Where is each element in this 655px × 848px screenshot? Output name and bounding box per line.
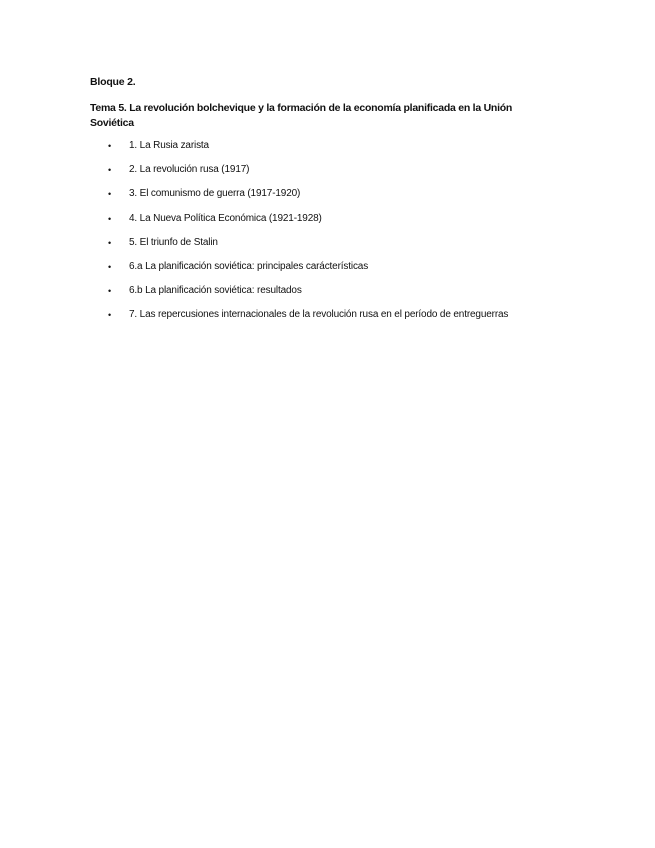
bullet-icon: • (108, 261, 112, 272)
list-item-text: 4. La Nueva Política Económica (1921-1928) (129, 212, 322, 224)
bullet-icon: • (108, 213, 112, 224)
bullet-icon: • (108, 310, 112, 321)
bullet-icon: • (108, 286, 112, 297)
bullet-icon: • (108, 141, 112, 151)
bullet-icon: • (108, 189, 112, 200)
list-item-text: 6.b La planificación soviética: resultados (129, 285, 302, 297)
list-item-text: 2. La revolución rusa (1917) (129, 164, 250, 176)
list-item-text: 1. La Rusia zarista (129, 140, 209, 151)
topic-title: Tema 5. La revolución bolchevique y la formación de la economía planificada en la Unión Soviética (90, 102, 513, 129)
list-item-text: 5. El triunfo de Stalin (129, 236, 218, 248)
bullet-icon: • (108, 237, 112, 248)
list-item-text: 7. Las repercusiones internacionales de la revolución rusa en el período de entreguerras (129, 309, 509, 321)
bullet-icon: • (108, 165, 112, 176)
list-item-text: 6.a La planificación soviética: principales carácterísticas (129, 260, 369, 272)
list-item-text: 3. El comunismo de guerra (1917-1920) (129, 188, 301, 200)
block-title: Bloque 2. (90, 76, 136, 88)
